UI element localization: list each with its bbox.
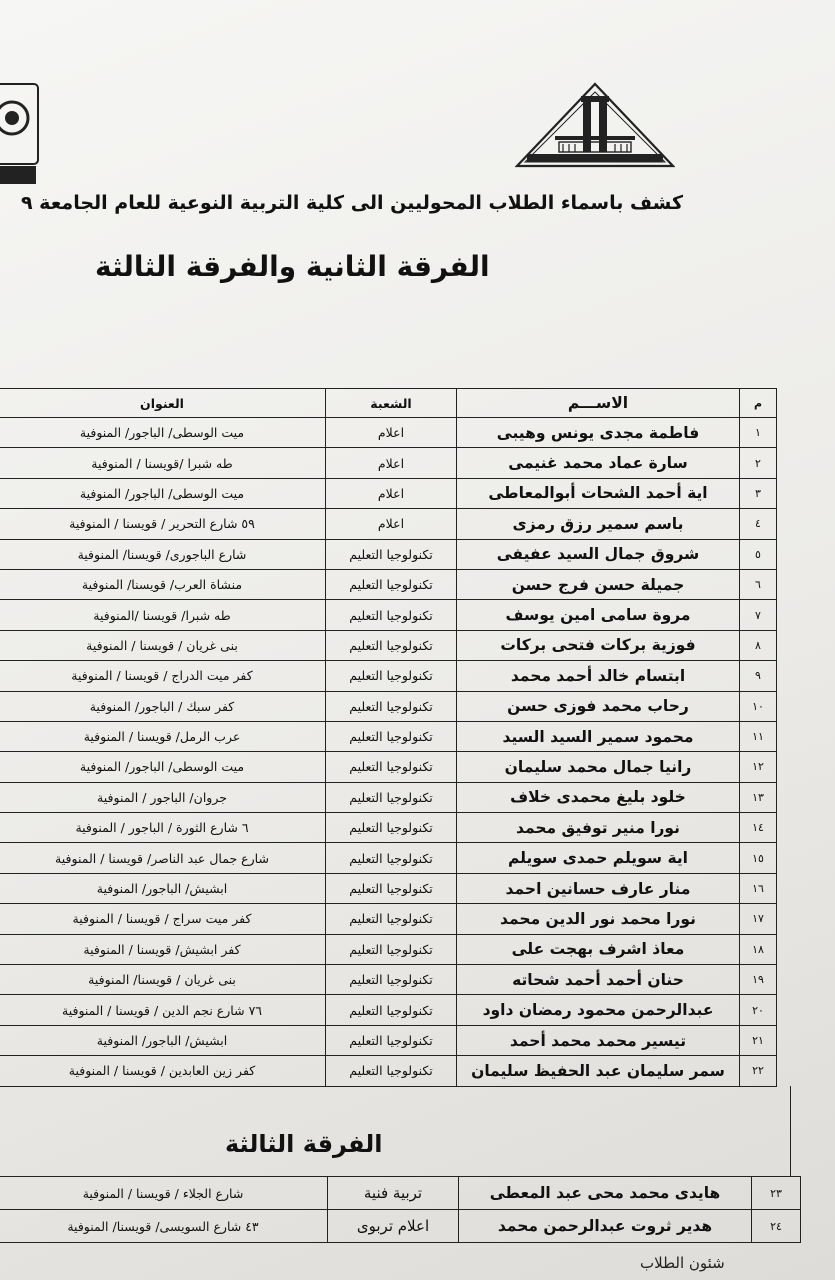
cell-division: تكنولوجيا التعليم xyxy=(326,782,457,812)
table-row xyxy=(0,661,777,691)
cell-name: حنان أحمد أحمد شحاته xyxy=(457,965,740,995)
third-year-title: الفرقة الثالثة xyxy=(225,1130,383,1158)
cell-division: تربية فنية xyxy=(328,1177,459,1210)
table-row xyxy=(0,539,777,569)
table-row xyxy=(0,600,777,630)
header-name: الاســـم xyxy=(457,389,740,418)
cell-name: فاطمة مجدى يونس وهيبى xyxy=(457,418,740,448)
cell-number: ٦ xyxy=(740,569,777,599)
cell-address: كفر ميت سراج / قويسنا / المنوفية xyxy=(0,904,326,934)
cell-division: تكنولوجيا التعليم xyxy=(326,1025,457,1055)
cell-number: ١٥ xyxy=(740,843,777,873)
cell-address: جروان/ الباجور / المنوفية xyxy=(0,782,326,812)
table-row xyxy=(0,1210,801,1243)
cell-name: اية سويلم حمدى سويلم xyxy=(457,843,740,873)
cell-name: رحاب محمد فوزى حسن xyxy=(457,691,740,721)
document-subtitle: الفرقة الثانية والفرقة الثالثة xyxy=(95,250,490,283)
cell-number: ٢٣ xyxy=(752,1177,801,1210)
cell-address: كفر زين العابدين / قويسنا / المنوفية xyxy=(0,1056,326,1086)
table-row xyxy=(0,752,777,782)
cell-number: ٤ xyxy=(740,509,777,539)
table-row xyxy=(0,843,777,873)
cell-number: ٥ xyxy=(740,539,777,569)
header-address: العنوان xyxy=(0,389,326,418)
cell-name: نورا محمد نور الدين محمد xyxy=(457,904,740,934)
table-row xyxy=(0,873,777,903)
cell-number: ١٠ xyxy=(740,691,777,721)
cell-address: عرب الرمل/ قويسنا / المنوفية xyxy=(0,721,326,751)
cell-number: ٨ xyxy=(740,630,777,660)
table-row xyxy=(0,509,777,539)
cell-name: باسم سمير رزق رمزى xyxy=(457,509,740,539)
cell-name: مروة سامى امين يوسف xyxy=(457,600,740,630)
cell-division: اعلام xyxy=(326,509,457,539)
cell-address: ٥٩ شارع التحرير / قويسنا / المنوفية xyxy=(0,509,326,539)
cell-number: ١٦ xyxy=(740,873,777,903)
cell-division: تكنولوجيا التعليم xyxy=(326,904,457,934)
cell-number: ١٧ xyxy=(740,904,777,934)
table-row xyxy=(0,569,777,599)
cell-division: تكنولوجيا التعليم xyxy=(326,721,457,751)
table-row xyxy=(0,965,777,995)
table-row xyxy=(0,1056,777,1086)
cell-address: بنى غريان / قويسنا / المنوفية xyxy=(0,630,326,660)
table-row xyxy=(0,934,777,964)
cell-division: تكنولوجيا التعليم xyxy=(326,539,457,569)
cell-name: شروق جمال السيد عفيفى xyxy=(457,539,740,569)
cell-division: تكنولوجيا التعليم xyxy=(326,965,457,995)
cell-address: طه شبرا/ قويسنا /المنوفية xyxy=(0,600,326,630)
cell-address: كفر ميت الدراج / قويسنا / المنوفية xyxy=(0,661,326,691)
cell-number: ١ xyxy=(740,418,777,448)
cell-name: منار عارف حسانين احمد xyxy=(457,873,740,903)
cell-number: ١١ xyxy=(740,721,777,751)
cell-address: طه شبرا /قويسنا / المنوفية xyxy=(0,448,326,478)
cell-number: ١٨ xyxy=(740,934,777,964)
cell-number: ٢٢ xyxy=(740,1056,777,1086)
cell-address: ميت الوسطى/ الباجور/ المنوفية xyxy=(0,418,326,448)
cell-address: ٦ شارع الثورة / الباجور / المنوفية xyxy=(0,813,326,843)
cell-number: ١٢ xyxy=(740,752,777,782)
cell-name: رانيا جمال محمد سليمان xyxy=(457,752,740,782)
cell-number: ٧ xyxy=(740,600,777,630)
cell-number: ٢١ xyxy=(740,1025,777,1055)
cell-division: تكنولوجيا التعليم xyxy=(326,630,457,660)
table-row xyxy=(0,782,777,812)
cell-name: معاذ اشرف بهجت على xyxy=(457,934,740,964)
cell-address: ٧٦ شارع نجم الدين / قويسنا / المنوفية xyxy=(0,995,326,1025)
university-logo xyxy=(515,78,675,173)
cell-name: نورا منير توفيق محمد xyxy=(457,813,740,843)
table-row xyxy=(0,1025,777,1055)
header-division: الشعبة xyxy=(326,389,457,418)
table-row xyxy=(0,418,777,448)
cell-address: ٤٣ شارع السويسى/ قويسنا/ المنوفية xyxy=(0,1210,328,1243)
cell-number: ١٣ xyxy=(740,782,777,812)
cell-address: ابشيش/ الباجور/ المنوفية xyxy=(0,873,326,903)
cell-division: تكنولوجيا التعليم xyxy=(326,1056,457,1086)
third-year-table-body xyxy=(0,1177,801,1243)
cell-name: هايدى محمد محى عبد المعطى xyxy=(459,1177,752,1210)
cell-number: ٢ xyxy=(740,448,777,478)
cell-address: منشاة العرب/ قويسنا/ المنوفية xyxy=(0,569,326,599)
document-title: كشف باسماء الطلاب المحوليين الى كلية التربية النوعية للعام الجامعة ٩ xyxy=(20,192,683,214)
cell-name: اية أحمد الشحات أبوالمعاطى xyxy=(457,478,740,508)
cell-division: تكنولوجيا التعليم xyxy=(326,813,457,843)
cell-address: ميت الوسطى/ الباجور/ المنوفية xyxy=(0,752,326,782)
cell-division: اعلام تربوى xyxy=(328,1210,459,1243)
cell-address: شارع الباجورى/ قويسنا/ المنوفية xyxy=(0,539,326,569)
cell-number: ٢٠ xyxy=(740,995,777,1025)
table-row xyxy=(0,448,777,478)
section-spacer xyxy=(0,1086,791,1176)
cell-number: ٣ xyxy=(740,478,777,508)
cell-number: ١٩ xyxy=(740,965,777,995)
table-row xyxy=(0,721,777,751)
table-row xyxy=(0,1177,801,1210)
cell-name: سارة عماد محمد غنيمى xyxy=(457,448,740,478)
cell-address: كفر سبك / الباجور/ المنوفية xyxy=(0,691,326,721)
cell-address: شارع الجلاء / قويسنا / المنوفية xyxy=(0,1177,328,1210)
cell-name: تيسير محمد محمد أحمد xyxy=(457,1025,740,1055)
cell-number: ١٤ xyxy=(740,813,777,843)
cell-division: تكنولوجيا التعليم xyxy=(326,752,457,782)
table-row xyxy=(0,691,777,721)
faculty-logo xyxy=(0,78,40,188)
students-table xyxy=(0,388,777,1087)
cell-division: اعلام xyxy=(326,448,457,478)
table-header-row xyxy=(0,389,777,418)
cell-division: تكنولوجيا التعليم xyxy=(326,934,457,964)
cell-address: ميت الوسطى/ الباجور/ المنوفية xyxy=(0,478,326,508)
cell-name: سمر سليمان عبد الحفيظ سليمان xyxy=(457,1056,740,1086)
cell-division: اعلام xyxy=(326,418,457,448)
cell-name: عبدالرحمن محمود رمضان داود xyxy=(457,995,740,1025)
cell-name: ابتسام خالد أحمد محمد xyxy=(457,661,740,691)
cell-address: بنى غريان / قويسنا/ المنوفية xyxy=(0,965,326,995)
cell-name: هدير ثروت عبدالرحمن محمد xyxy=(459,1210,752,1243)
cell-number: ٩ xyxy=(740,661,777,691)
cell-name: محمود سمير السيد السيد xyxy=(457,721,740,751)
table-row xyxy=(0,813,777,843)
cell-division: اعلام xyxy=(326,478,457,508)
cell-division: تكنولوجيا التعليم xyxy=(326,569,457,599)
table-row xyxy=(0,904,777,934)
third-year-table xyxy=(0,1176,801,1243)
table-body xyxy=(0,418,777,1087)
table-row xyxy=(0,630,777,660)
table-row xyxy=(0,995,777,1025)
cell-name: جميلة حسن فرج حسن xyxy=(457,569,740,599)
cell-division: تكنولوجيا التعليم xyxy=(326,843,457,873)
cell-division: تكنولوجيا التعليم xyxy=(326,691,457,721)
cell-address: شارع جمال عبد الناصر/ قويسنا / المنوفية xyxy=(0,843,326,873)
cell-address: كفر ابشيش/ قويسنا / المنوفية xyxy=(0,934,326,964)
cell-name: خلود بليغ محمدى خلاف xyxy=(457,782,740,812)
cell-division: تكنولوجيا التعليم xyxy=(326,873,457,903)
footer-signature: شئون الطلاب xyxy=(640,1254,725,1272)
cell-address: ابشيش/ الباجور/ المنوفية xyxy=(0,1025,326,1055)
cell-division: تكنولوجيا التعليم xyxy=(326,661,457,691)
header-number: م xyxy=(740,389,777,418)
cell-division: تكنولوجيا التعليم xyxy=(326,995,457,1025)
cell-division: تكنولوجيا التعليم xyxy=(326,600,457,630)
cell-name: فوزية بركات فتحى بركات xyxy=(457,630,740,660)
cell-number: ٢٤ xyxy=(752,1210,801,1243)
table-row xyxy=(0,478,777,508)
